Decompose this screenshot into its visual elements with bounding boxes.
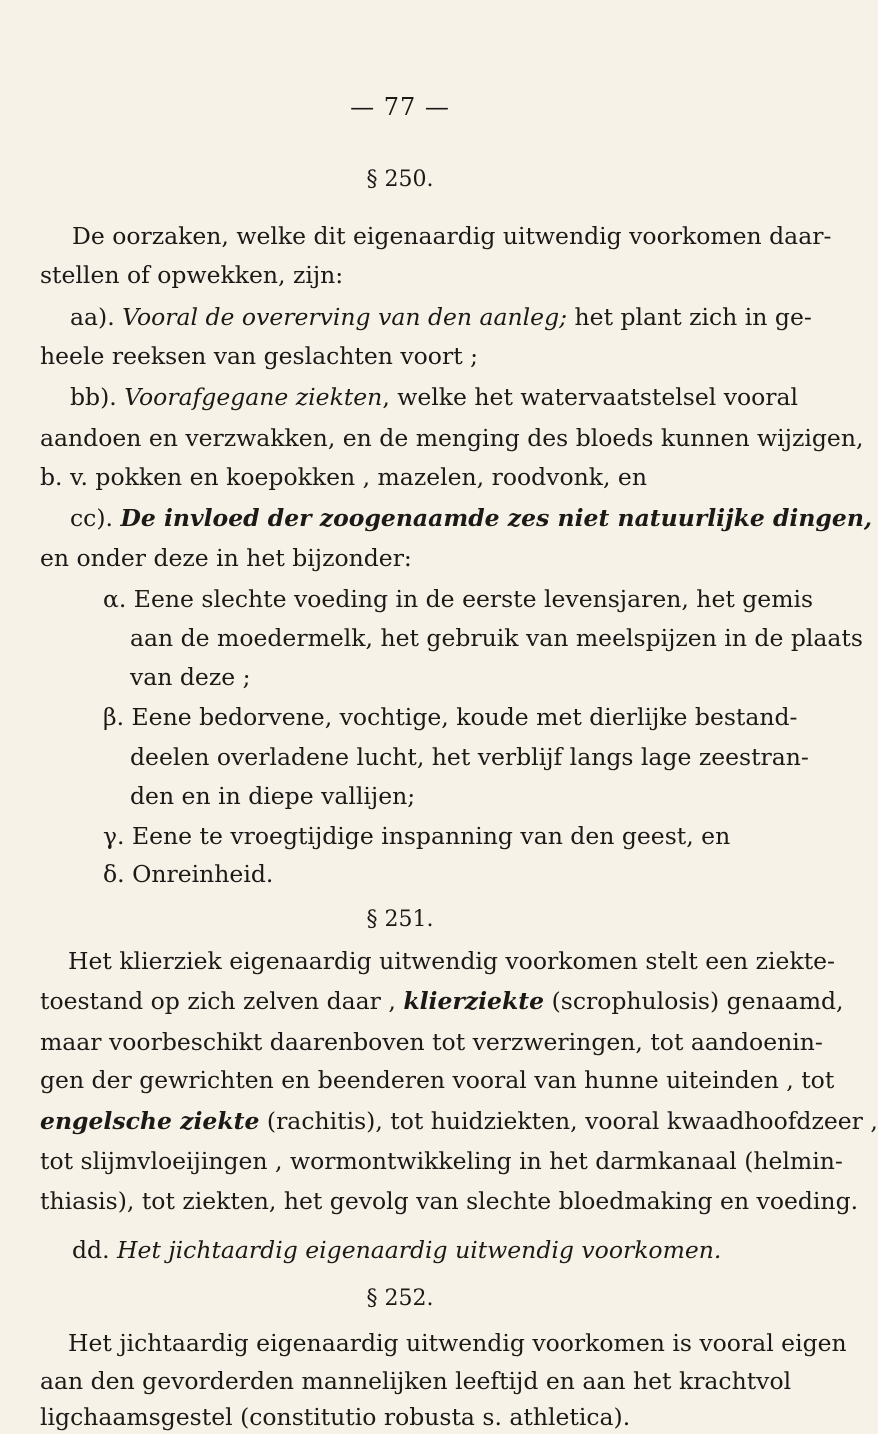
section-250-heading: § 250. xyxy=(366,167,434,192)
sec251-klierziekte: klierziekte xyxy=(403,987,545,1015)
item-aa-italic: Vooral de overerving van den aanleg; xyxy=(122,303,568,331)
item-delta-line-1: δ. Onreinheid. xyxy=(103,860,274,888)
item-bb-label: bb). xyxy=(70,383,117,411)
page-number: — 77 — xyxy=(350,93,450,121)
sec251-line-1: Het klierziek eigenaardig uitwendig voorkomen stelt een ziekte- xyxy=(68,947,835,975)
section-252-heading: § 252. xyxy=(366,1286,434,1311)
sec251-line-2-text-a: toestand op zich zelven daar , xyxy=(40,987,396,1015)
sec251-line-5 xyxy=(40,1104,878,1138)
item-bb-line-1 xyxy=(70,380,799,414)
item-dd-italic: Het jichtaardig eigenaardig uitwendig voorkomen. xyxy=(117,1236,722,1264)
section-251-heading: § 251. xyxy=(366,907,434,932)
item-dd-label: dd. xyxy=(72,1236,110,1264)
item-bb-italic: Voorafgegane ziekten xyxy=(124,383,383,411)
item-cc-line-1 xyxy=(70,501,873,535)
item-gamma-line-1: γ. Eene te vroegtijdige inspanning van den geest, en xyxy=(103,822,731,850)
item-aa-line-2: heele reeksen van geslachten voort ; xyxy=(40,342,479,370)
sec251-line-5-text: (rachitis), tot huidziekten, vooral kwaadhoofdzeer , xyxy=(266,1107,878,1135)
item-cc-label: cc). xyxy=(70,504,113,532)
item-dd-heading xyxy=(72,1233,800,1267)
item-aa-label: aa). xyxy=(70,303,115,331)
item-cc-italic: De invloed der zoogenaamde zes niet natuurlijke dingen, xyxy=(120,504,873,532)
sec251-line-4: gen der gewrichten en beenderen vooral van hunne uiteinden , tot xyxy=(40,1066,835,1094)
item-aa-line-1 xyxy=(70,300,812,334)
sec251-line-6: tot slijmvloeijingen , wormontwikkeling in het darmkanaal (helmin- xyxy=(40,1147,843,1175)
item-beta-line-2: deelen overladene lucht, het verblijf langs lage zeestran- xyxy=(130,743,809,771)
item-cc-line-2: en onder deze in het bijzonder: xyxy=(40,544,412,572)
item-alpha-line-1: α. Eene slechte voeding in de eerste levensjaren, het gemis xyxy=(103,585,814,613)
sec251-line-2-text-b: (scrophulosis) genaamd, xyxy=(551,987,844,1015)
sec252-line-2: aan den gevorderden mannelijken leeftijd en aan het krachtvol xyxy=(40,1367,792,1395)
sec251-line-3: maar voorbeschikt daarenboven tot verzweringen, tot aandoenin- xyxy=(40,1028,823,1056)
item-beta-line-1: β. Eene bedorvene, vochtige, koude met dierlijke bestand- xyxy=(103,703,798,731)
sec251-line-2 xyxy=(40,984,844,1018)
sec251-line-7: thiasis), tot ziekten, het gevolg van slechte bloedmaking en voeding. xyxy=(40,1187,859,1215)
item-bb-text: , welke het watervaatstelsel vooral xyxy=(382,383,799,411)
item-bb-line-3: b. v. pokken en koepokken , mazelen, roodvonk, en xyxy=(40,463,647,491)
item-beta-line-3: den en in diepe vallijen; xyxy=(130,782,416,810)
item-alpha-line-2: aan de moedermelk, het gebruik van meelspijzen in de plaats xyxy=(130,624,863,652)
sec252-line-3: ligchaamsgestel (constitutio robusta s. athletica). xyxy=(40,1403,631,1431)
item-bb-line-2: aandoen en verzwakken, en de menging des bloeds kunnen wijzigen, xyxy=(40,424,864,452)
sec251-engelsche-ziekte: engelsche ziekte xyxy=(40,1107,260,1135)
sec250-intro-line-2: stellen of opwekken, zijn: xyxy=(40,261,344,289)
sec250-intro-line-1: De oorzaken, welke dit eigenaardig uitwendig voorkomen daar- xyxy=(72,222,832,250)
item-aa-text: het plant zich in ge- xyxy=(574,303,812,331)
sec252-line-1: Het jichtaardig eigenaardig uitwendig voorkomen is vooral eigen xyxy=(68,1329,847,1357)
item-alpha-line-3: van deze ; xyxy=(130,663,251,691)
